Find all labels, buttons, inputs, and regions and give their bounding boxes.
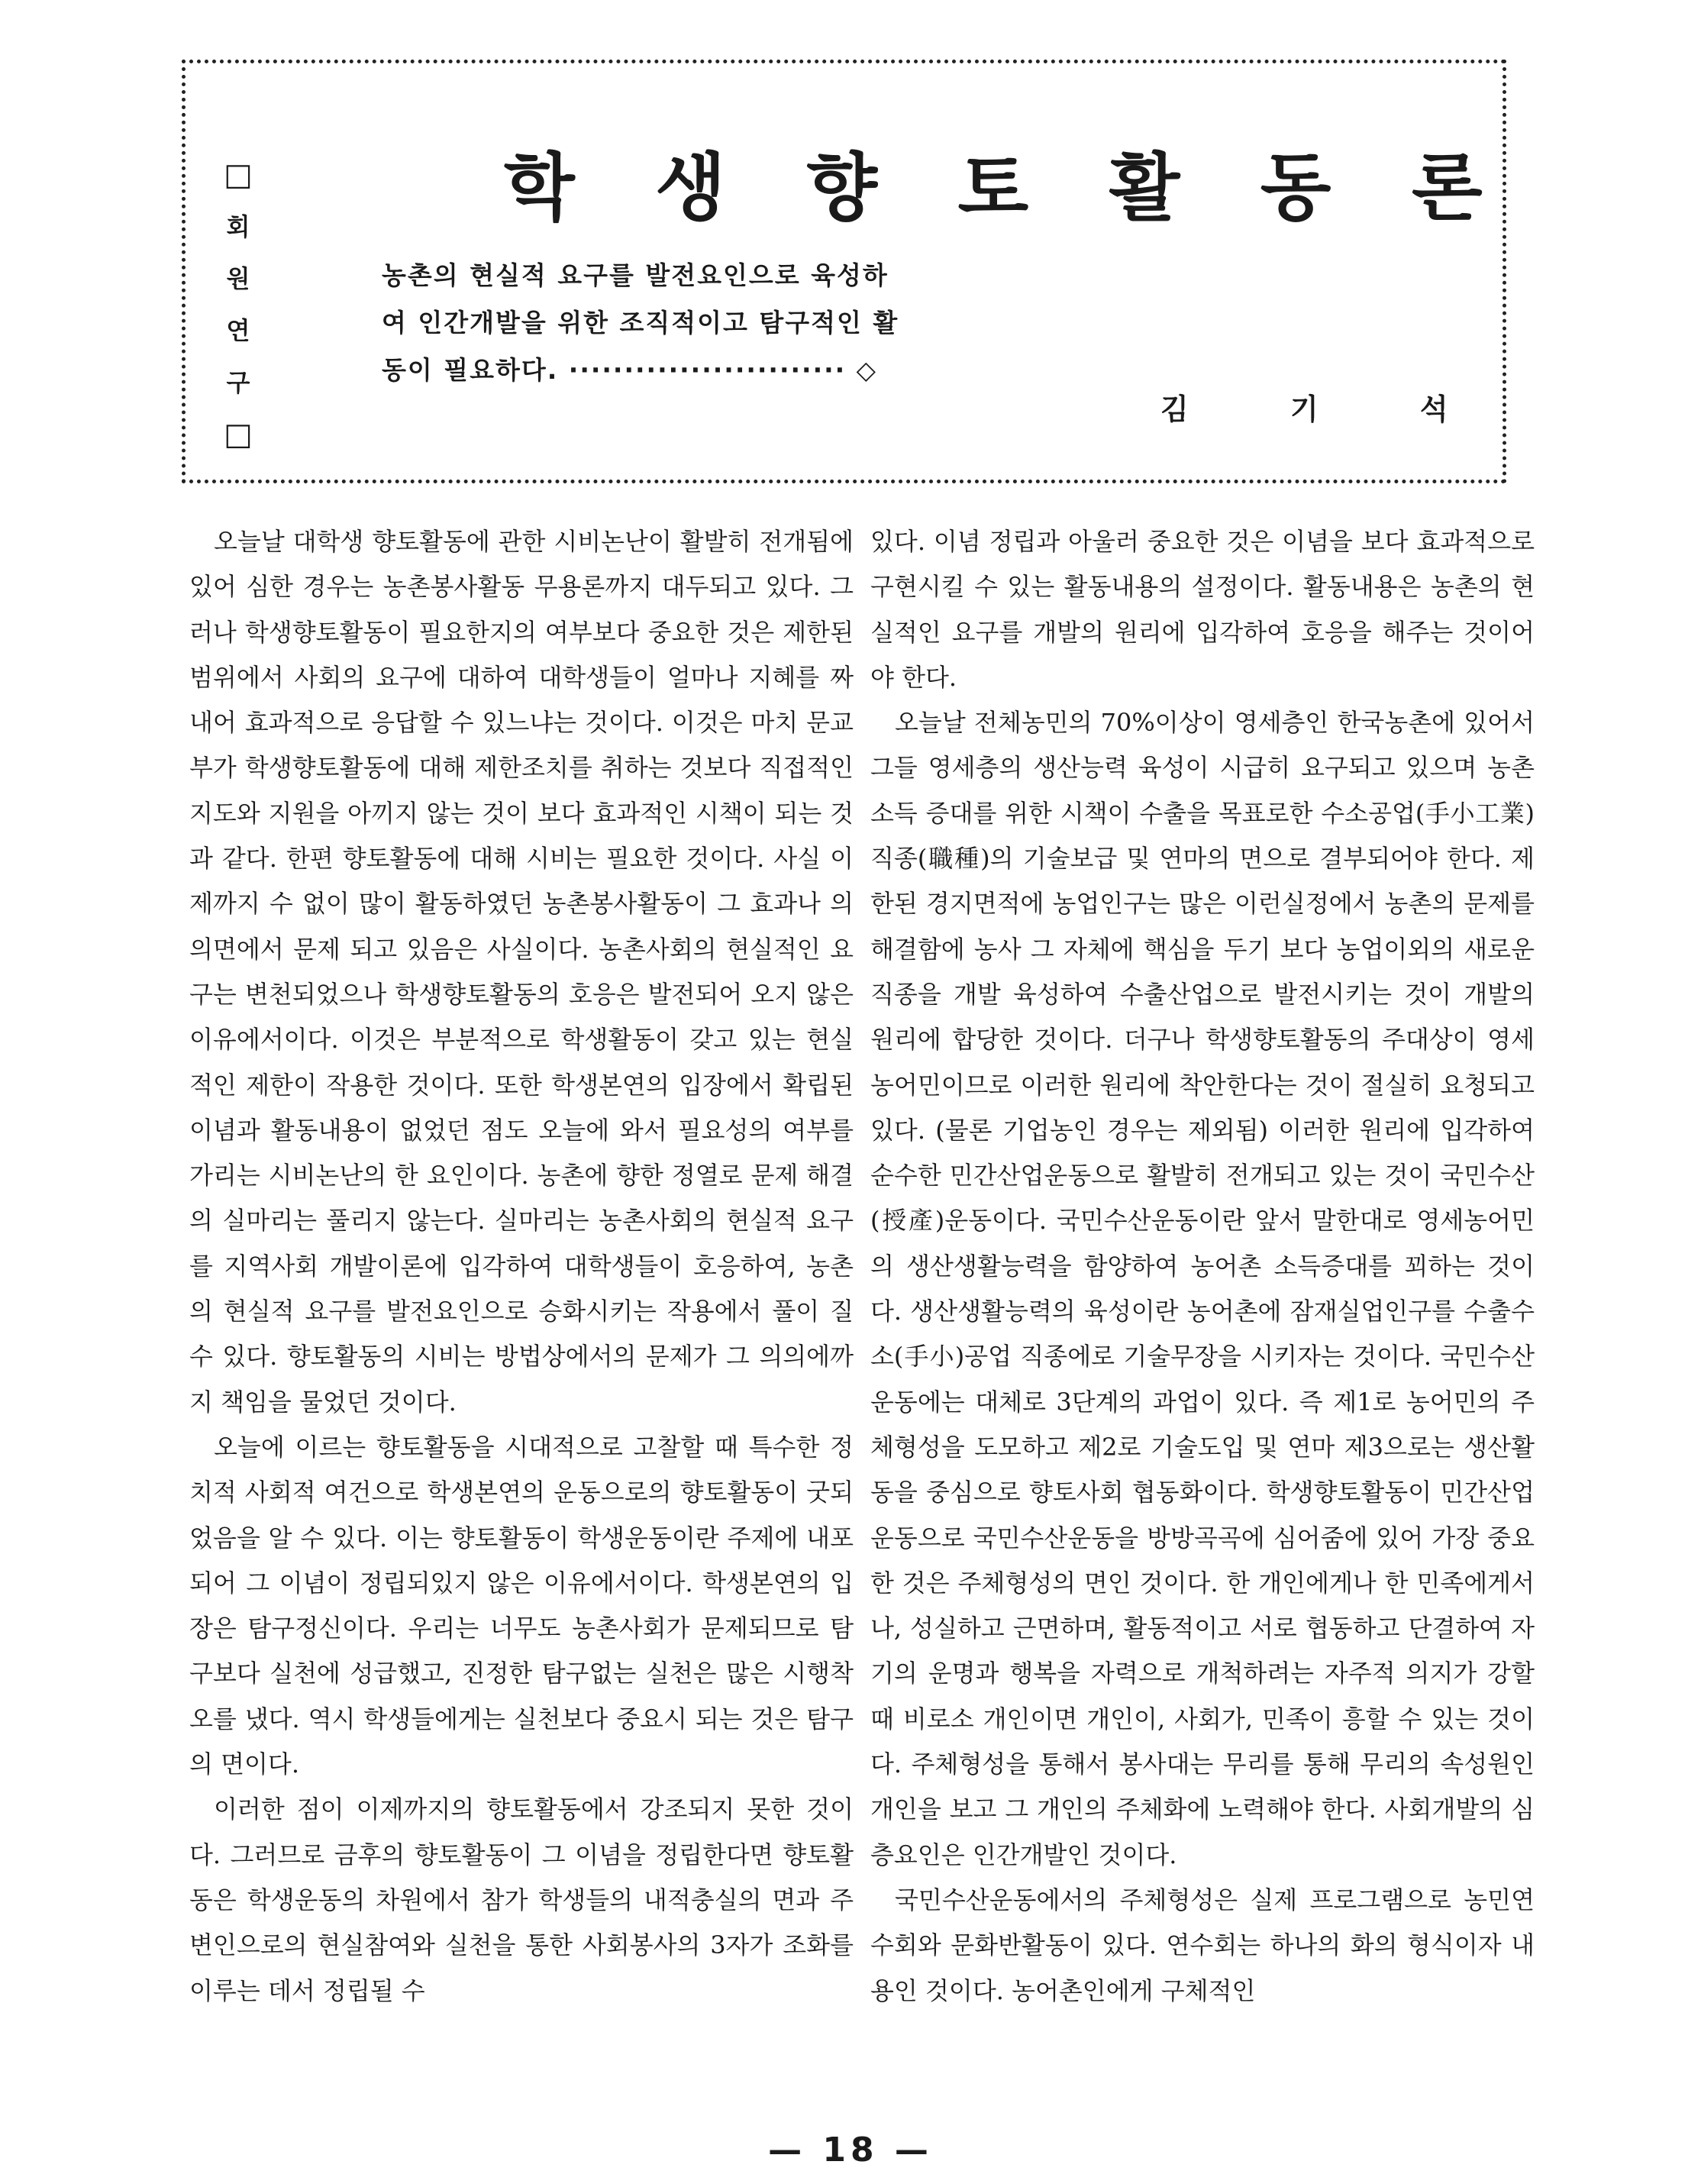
section-label-open-box: □ bbox=[224, 157, 253, 192]
right-column bbox=[870, 519, 1535, 2014]
paragraph: 있다. 이념 정립과 아울러 중요한 것은 이념을 보다 효과적으로 구현시킬 수 있는 활동내용의 설정이다. 활동내용은 농촌의 현실적인 요구를 개발의 원리에 입각하여 호응을 해주는 것이어야 한다. bbox=[870, 527, 1535, 692]
left-column bbox=[189, 519, 854, 2014]
section-label-char: 연 bbox=[226, 316, 250, 345]
subtitle-line: 동이 필요하다. ························· ◇ bbox=[382, 355, 878, 385]
subtitle-line: 농촌의 현실적 요구를 발전요인으로 육성하 bbox=[382, 260, 889, 290]
section-label-char: 회 bbox=[226, 212, 250, 241]
paragraph: 이러한 점이 이제까지의 향토활동에서 강조되지 못한 것이다. 그러므로 금후의 향토활동이 그 이념을 정립한다면 향토활동은 학생운동의 차원에서 참가 학생들의 내적충실의 면과 주변인으로의 현실참여와 실천을 통한 사회봉사의 3자가 조화를 이루는 데서 정립될 수 bbox=[189, 1795, 854, 2005]
author-name: 김 기 석 bbox=[1160, 393, 1494, 426]
subtitle-line: 여 인간개발을 위한 조직적이고 탐구적인 활 bbox=[382, 308, 899, 338]
paragraph: 국민수산운동에서의 주체형성은 실제 프로그램으로 농민연수회와 문화반활동이 있다. 연수회는 하나의 화의 형식이자 내용인 것이다. 농어촌인에게 구체적인 bbox=[870, 1885, 1535, 2005]
paragraph: 오늘에 이르는 향토활동을 시대적으로 고찰할 때 특수한 정치적 사회적 여건으로 학생본연의 운동으로의 향토활동이 굿되었음을 알 수 있다. 이는 향토활동이 학생운동이란 주제에 내포되어 그 이념이 정립되있지 않은 이유에서이다. 학생본연의 입장은 탐구정신이다. 우리는 너무도 농촌사회가 문제되므로 탐구보다 실천에 성급했고, 진정한 탐구없는 실천은 많은 시행착오를 냈다. 역시 학생들에게는 실천보다 중요시 되는 것은 탐구의 면이다. bbox=[189, 1432, 854, 1779]
section-label-char: 구 bbox=[226, 368, 250, 397]
paragraph: 오늘날 전체농민의 70%이상이 영세층인 한국농촌에 있어서 그들 영세층의 생산능력 육성이 시급히 요구되고 있으며 농촌소득 증대를 위한 시책이 수출을 목표로한 수소공업(手小工業) 직종(職種)의 기술보급 및 연마의 면으로 결부되어야 한다. 제한된 경지면적에 농업인구는 많은 이런실정에서 농촌의 문제를 해결함에 농사 그 자체에 핵심을 두기 보다 농업이외의 새로운 직종을 개발 육성하여 수출산업으로 발전시키는 것이 개발의 원리에 합당한 것이다. 더구나 학생향토활동의 주대상이 영세 농어민이므로 이러한 원리에 착안한다는 것이 절실히 요청되고 있다. (물론 기업농인 경우는 제외됨) 이러한 원리에 입각하여 순수한 민간산업운동으로 활발히 전개되고 있는 것이 국민수산(授產)운동이다. 국민수산운동이란 앞서 말한대로 영세농어민의 생산생활능력을 함양하여 농어촌 소득증대를 꾀하는 것이다. 생산생활능력의 육성이란 농어촌에 잠재실업인구를 수출수소(手小)공업 직종에로 기술무장을 시키자는 것이다. 국민수산운동에는 대체로 3단계의 과업이 있다. 즉 제1로 농어민의 주체형성을 도모하고 제2로 기술도입 및 연마 제3으로는 생산활동을 중심으로 향토사회 협동화이다. 학생향토활동이 민간산업운동으로 국민수산운동을 방방곡곡에 심어줌에 있어 가장 중요한 것은 주체형성의 면인 것이다. 한 개인에게나 한 민족에게서나, 성실하고 근면하며, 활동적이고 서로 협동하고 단결하여 자기의 운명과 행복을 자력으로 개척하려는 자주적 의지가 강할 때 비로소 개인이면 개인이, 사회가, 민족이 흥할 수 있는 것이다. 주체형성을 통해서 봉사대는 무리를 통해 무리의 속성원인 개인을 보고 그 개인의 주체화에 노력해야 한다. 사회개발의 심층요인은 인간개발인 것이다. bbox=[870, 708, 1535, 1869]
section-label bbox=[221, 149, 255, 460]
section-label-char: 원 bbox=[226, 264, 250, 293]
article-subtitle bbox=[382, 252, 962, 394]
article-title: 학 생 향 토 활 동 론 bbox=[504, 145, 1510, 231]
section-label-close-box: □ bbox=[224, 417, 253, 452]
page-number: — 18 — bbox=[768, 2131, 933, 2169]
paragraph: 오늘날 대학생 향토활동에 관한 시비논난이 활발히 전개됨에 있어 심한 경우는 농촌봉사활동 무용론까지 대두되고 있다. 그러나 학생향토활동이 필요한지의 여부보다 중요한 것은 제한된 범위에서 사회의 요구에 대하여 대학생들이 얼마나 지혜를 짜내어 효과적으로 응답할 수 있느냐는 것이다. 이것은 마치 문교부가 학생향토활동에 대해 제한조치를 취하는 것보다 직접적인 지도와 지원을 아끼지 않는 것이 보다 효과적인 시책이 되는 것과 같다. 한편 향토활동에 대해 시비는 필요한 것이다. 사실 이제까지 수 없이 많이 활동하였던 농촌봉사활동이 그 효과나 의의면에서 문제 되고 있음은 사실이다. 농촌사회의 현실적인 요구는 변천되었으나 학생향토활동의 호응은 발전되어 오지 않은 이유에서이다. 이것은 부분적으로 학생활동이 갖고 있는 현실적인 제한이 작용한 것이다. 또한 학생본연의 입장에서 확립된 이념과 활동내용이 없었던 점도 오늘에 와서 필요성의 여부를 가리는 시비논난의 한 요인이다. 농촌에 향한 정열로 문제 해결의 실마리는 풀리지 않는다. 실마리는 농촌사회의 현실적 요구를 지역사회 개발이론에 입각하여 대학생들이 호응하여, 농촌의 현실적 요구를 발전요인으로 승화시키는 작용에서 풀이 질 수 있다. 향토활동의 시비는 방법상에서의 문제가 그 의의에까지 책임을 물었던 것이다. bbox=[189, 527, 854, 1417]
